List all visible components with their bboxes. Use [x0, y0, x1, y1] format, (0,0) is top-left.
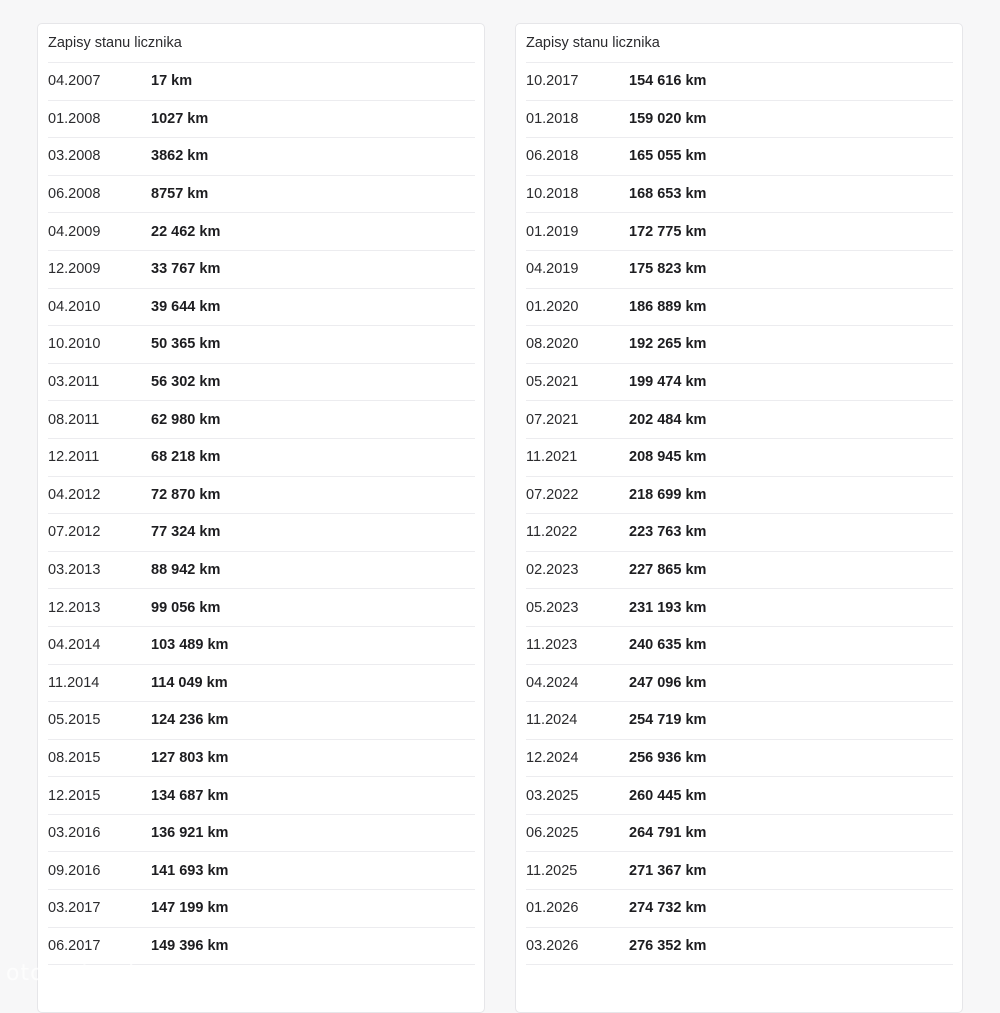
- list-item: [526, 289, 953, 327]
- watermark: otomoto.pl: [6, 961, 136, 986]
- list-item: [48, 852, 475, 890]
- record-mileage: 154 616 km: [629, 73, 707, 90]
- list-item: [526, 702, 953, 740]
- list-item: [48, 552, 475, 590]
- record-date: 11.2022: [526, 524, 578, 541]
- record-date: 03.2013: [48, 562, 101, 579]
- record-date: 01.2018: [526, 110, 579, 127]
- list-item: [48, 740, 475, 778]
- record-date: 07.2021: [526, 411, 579, 428]
- record-date: 04.2024: [526, 674, 579, 691]
- record-date: 03.2011: [48, 374, 100, 391]
- record-mileage: 33 767 km: [151, 261, 221, 278]
- list-item: [526, 364, 953, 402]
- list-item: [526, 589, 953, 627]
- record-mileage: 68 218 km: [151, 449, 221, 466]
- record-date: 03.2008: [48, 148, 101, 165]
- record-date: 08.2015: [48, 749, 101, 766]
- record-mileage: 159 020 km: [629, 110, 707, 127]
- record-date: 04.2019: [526, 261, 579, 278]
- record-mileage: 218 699 km: [629, 486, 707, 503]
- record-mileage: 39 644 km: [151, 298, 221, 315]
- record-mileage: 22 462 km: [151, 223, 221, 240]
- list-item: [526, 138, 953, 176]
- list-item: [48, 364, 475, 402]
- list-item: [526, 777, 953, 815]
- list-item: [48, 439, 475, 477]
- record-mileage: 1027 km: [151, 110, 209, 127]
- record-date: 04.2010: [48, 298, 101, 315]
- list-item: [526, 852, 953, 890]
- record-date: 05.2023: [526, 599, 579, 616]
- list-item: [526, 326, 953, 364]
- record-mileage: 141 693 km: [151, 862, 229, 879]
- record-date: 03.2016: [48, 825, 101, 842]
- record-mileage: 147 199 km: [151, 900, 229, 917]
- record-mileage: 165 055 km: [629, 148, 707, 165]
- record-date: 01.2008: [48, 110, 101, 127]
- record-mileage: 271 367 km: [629, 862, 707, 879]
- record-date: 04.2007: [48, 73, 101, 90]
- record-mileage: 136 921 km: [151, 825, 229, 842]
- record-mileage: 62 980 km: [151, 411, 221, 428]
- odometer-records-list: [48, 63, 475, 965]
- record-mileage: 72 870 km: [151, 486, 221, 503]
- record-date: 04.2014: [48, 637, 101, 654]
- record-date: 06.2018: [526, 148, 579, 165]
- list-item: [48, 326, 475, 364]
- record-mileage: 88 942 km: [151, 562, 221, 579]
- record-date: 06.2017: [48, 937, 101, 954]
- record-mileage: 256 936 km: [629, 749, 707, 766]
- record-mileage: 192 265 km: [629, 336, 707, 353]
- record-mileage: 175 823 km: [629, 261, 707, 278]
- list-item: [526, 213, 953, 251]
- record-mileage: 124 236 km: [151, 712, 229, 729]
- record-date: 12.2009: [48, 261, 101, 278]
- record-mileage: 8757 km: [151, 186, 209, 203]
- record-mileage: 134 687 km: [151, 787, 229, 804]
- record-date: 04.2009: [48, 223, 101, 240]
- record-mileage: 186 889 km: [629, 298, 707, 315]
- list-item: [48, 627, 475, 665]
- record-mileage: 77 324 km: [151, 524, 221, 541]
- record-mileage: 202 484 km: [629, 411, 707, 428]
- list-item: [526, 627, 953, 665]
- list-item: [526, 665, 953, 703]
- list-item: [48, 213, 475, 251]
- record-mileage: 276 352 km: [629, 937, 707, 954]
- list-item: [48, 702, 475, 740]
- record-date: 12.2011: [48, 449, 100, 466]
- list-item: [48, 815, 475, 853]
- list-item: [526, 439, 953, 477]
- list-item: [48, 477, 475, 515]
- list-item: [48, 589, 475, 627]
- record-date: 11.2025: [526, 862, 578, 879]
- record-date: 06.2008: [48, 186, 101, 203]
- panel-title: Zapisy stanu licznika: [48, 24, 475, 63]
- record-mileage: 56 302 km: [151, 374, 221, 391]
- list-item: [526, 928, 953, 966]
- list-item: [526, 815, 953, 853]
- record-mileage: 99 056 km: [151, 599, 221, 616]
- record-date: 09.2016: [48, 862, 101, 879]
- list-item: [526, 176, 953, 214]
- list-item: [48, 401, 475, 439]
- record-date: 12.2013: [48, 599, 101, 616]
- list-item: [48, 101, 475, 139]
- record-date: 10.2017: [526, 73, 579, 90]
- list-item: [526, 740, 953, 778]
- list-item: [48, 251, 475, 289]
- record-date: 06.2025: [526, 825, 579, 842]
- record-mileage: 223 763 km: [629, 524, 707, 541]
- record-mileage: 17 km: [151, 73, 193, 90]
- list-item: [48, 890, 475, 928]
- panel-title: Zapisy stanu licznika: [526, 24, 953, 63]
- record-mileage: 274 732 km: [629, 900, 707, 917]
- record-date: 03.2025: [526, 787, 579, 804]
- record-date: 11.2021: [526, 449, 578, 466]
- record-date: 04.2012: [48, 486, 101, 503]
- record-date: 11.2014: [48, 674, 100, 691]
- record-mileage: 260 445 km: [629, 787, 707, 804]
- record-date: 10.2018: [526, 186, 579, 203]
- odometer-records-list: [526, 63, 953, 965]
- record-mileage: 199 474 km: [629, 374, 707, 391]
- list-item: [48, 138, 475, 176]
- record-mileage: 114 049 km: [151, 674, 228, 691]
- record-mileage: 172 775 km: [629, 223, 707, 240]
- record-date: 05.2021: [526, 374, 579, 391]
- list-item: [526, 63, 953, 101]
- list-item: [526, 401, 953, 439]
- record-mileage: 103 489 km: [151, 637, 229, 654]
- record-mileage: 264 791 km: [629, 825, 707, 842]
- record-mileage: 127 803 km: [151, 749, 229, 766]
- list-item: [526, 514, 953, 552]
- odometer-records-panel-right: [515, 23, 963, 1013]
- record-mileage: 227 865 km: [629, 562, 707, 579]
- record-mileage: 50 365 km: [151, 336, 221, 353]
- record-date: 07.2022: [526, 486, 579, 503]
- record-date: 08.2020: [526, 336, 579, 353]
- record-mileage: 168 653 km: [629, 186, 707, 203]
- list-item: [48, 928, 475, 966]
- record-mileage: 240 635 km: [629, 637, 707, 654]
- list-item: [48, 289, 475, 327]
- record-date: 08.2011: [48, 411, 100, 428]
- list-item: [48, 176, 475, 214]
- record-mileage: 247 096 km: [629, 674, 707, 691]
- record-mileage: 3862 km: [151, 148, 209, 165]
- record-date: 05.2015: [48, 712, 101, 729]
- record-date: 11.2024: [526, 712, 578, 729]
- record-date: 10.2010: [48, 336, 101, 353]
- list-item: [48, 665, 475, 703]
- record-date: 01.2019: [526, 223, 579, 240]
- record-date: 12.2024: [526, 749, 579, 766]
- list-item: [48, 514, 475, 552]
- list-item: [526, 477, 953, 515]
- odometer-records-panel-left: [37, 23, 485, 1013]
- list-item: [526, 101, 953, 139]
- record-date: 01.2026: [526, 900, 579, 917]
- record-mileage: 231 193 km: [629, 599, 707, 616]
- record-date: 03.2017: [48, 900, 101, 917]
- list-item: [48, 777, 475, 815]
- record-date: 01.2020: [526, 298, 579, 315]
- record-date: 12.2015: [48, 787, 101, 804]
- record-mileage: 149 396 km: [151, 937, 229, 954]
- record-mileage: 208 945 km: [629, 449, 707, 466]
- record-date: 11.2023: [526, 637, 578, 654]
- list-item: [526, 251, 953, 289]
- record-mileage: 254 719 km: [629, 712, 707, 729]
- list-item: [48, 63, 475, 101]
- record-date: 03.2026: [526, 937, 579, 954]
- record-date: 02.2023: [526, 562, 579, 579]
- record-date: 07.2012: [48, 524, 101, 541]
- list-item: [526, 552, 953, 590]
- list-item: [526, 890, 953, 928]
